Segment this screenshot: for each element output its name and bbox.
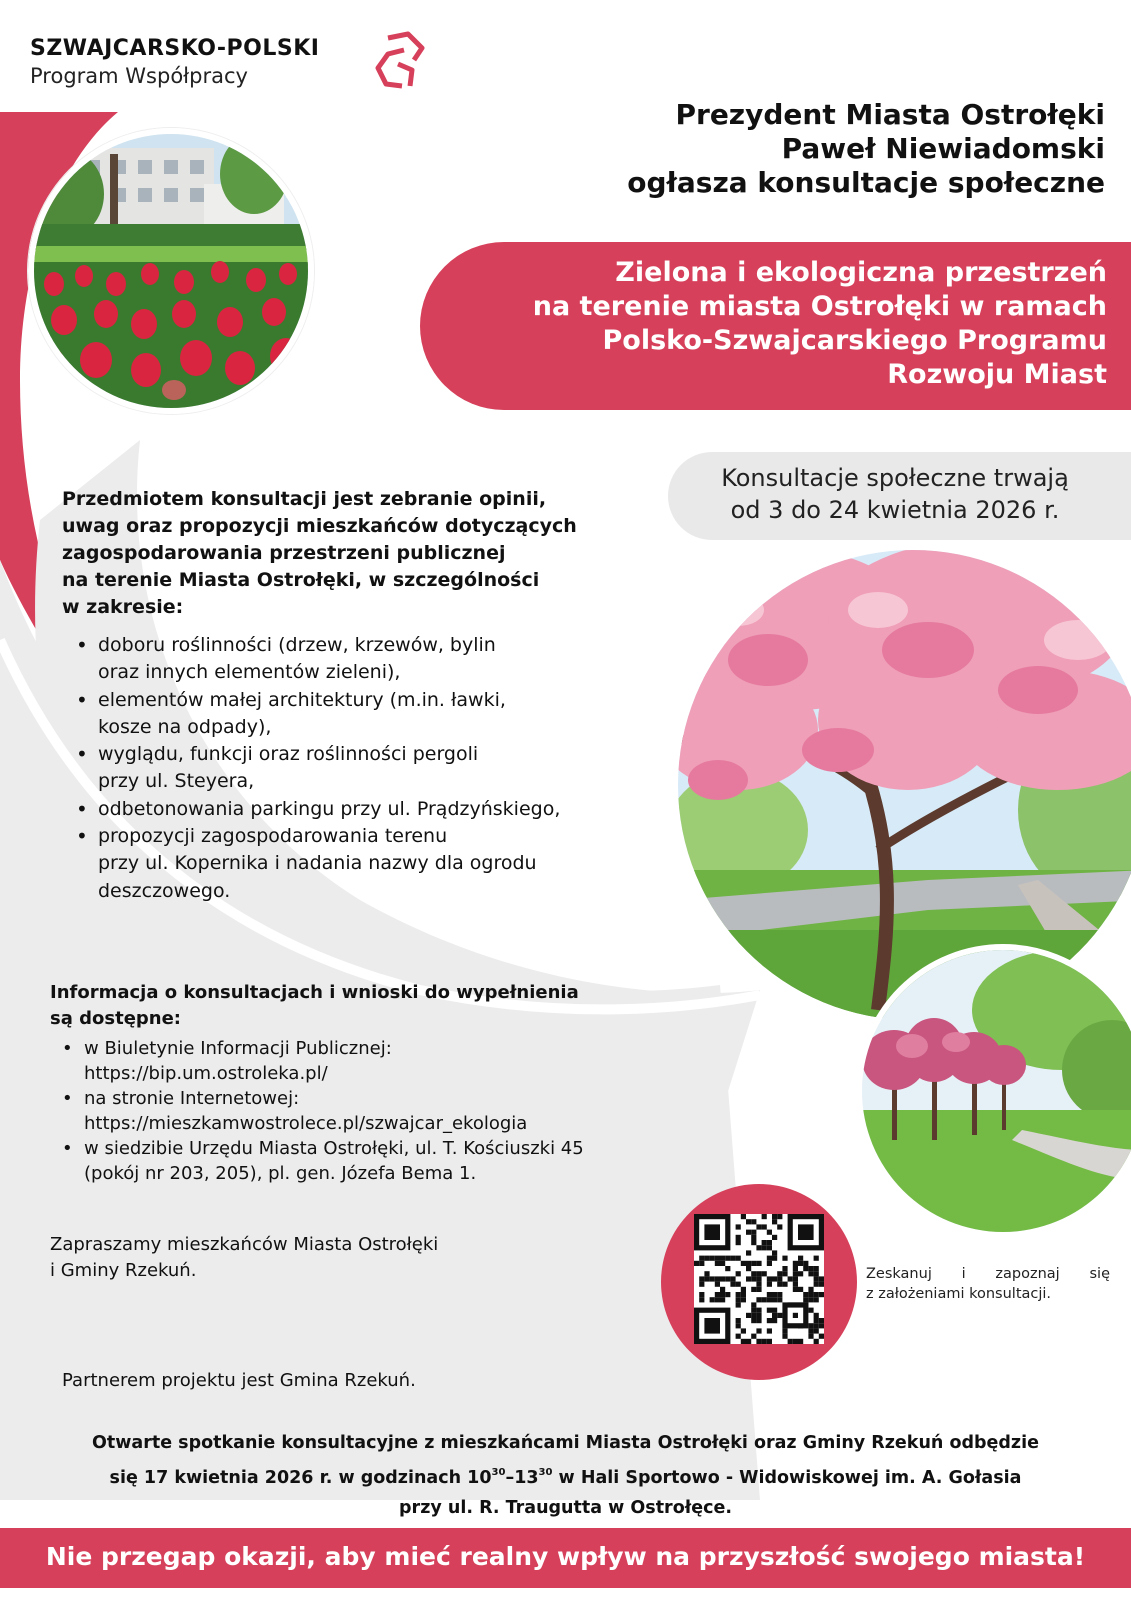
invitation-line: i Gminy Rzekuń. [50,1260,197,1281]
qr-caption-line: Zeskanuj i zapoznaj się [866,1266,1110,1282]
list-item-line: • wyglądu, funkcji oraz roślinności pergoli [98,743,479,766]
list-item-line: deszczowego. [98,879,231,902]
footer-slogan: Nie przegap okazji, aby mieć realny wpływ na przyszłość swojego miasta! [45,1542,1086,1571]
tulips-photo [28,128,314,414]
announcer-heading [545,98,1105,200]
list-item [62,1086,712,1136]
duration-line: od 3 do 24 kwietnia 2026 r. [730,496,1060,524]
duration-line: Konsultacje społeczne trwają [721,464,1069,492]
consultation-title [427,256,1107,392]
list-item-line: kosze na odpady), [98,715,272,738]
list-item-line: • na stronie Internetowej: [84,1088,300,1109]
logo-subtitle: Program Współpracy [30,64,248,88]
list-item [76,796,676,823]
time-minutes: 30 [491,1467,506,1478]
list-item-line: • odbetonowania parkingu przy ul. Prądzyńskiego, [98,797,561,820]
subject-intro-line: zagospodarowania przestrzeni publicznej [62,542,506,564]
info-list [62,1036,712,1186]
list-item [76,741,676,796]
list-item [62,1036,712,1086]
info-heading [50,980,670,1032]
subject-intro-line: na terenie Miasta Ostrołęki, w szczególności [62,569,540,591]
qr-code-icon [694,1214,824,1344]
announcer-line: Prezydent Miasta Ostrołęki [675,98,1105,131]
subject-intro [62,486,662,621]
time-end: –13 [505,1468,539,1488]
list-item-line: • w Biuletynie Informacji Publicznej: [84,1038,392,1059]
qr-caption-line: z założeniami konsultacji. [866,1286,1052,1302]
list-item-line: przy ul. Kopernika i nadania nazwy dla ogrodu [98,852,537,875]
list-item [62,1136,712,1186]
announcer-line: Paweł Niewiadomski [781,132,1105,165]
invitation-line: Zapraszamy mieszkańców Miasta Ostrołęki [50,1234,439,1255]
subject-intro-line: Przedmiotem konsultacji jest zebranie opinii, [62,488,547,510]
invitation-text [50,1232,570,1284]
program-logo-icon [368,30,430,92]
subject-intro-line: uwag oraz propozycji mieszkańców dotyczących [62,515,577,537]
title-line: Polsko-Szwajcarskiego Programu [602,325,1107,356]
title-line: Rozwoju Miast [887,359,1107,390]
subject-intro-line: w zakresie: [62,596,184,618]
list-item [76,687,676,742]
website-link[interactable]: https://mieszkamwostrolece.pl/szwajcar_ekologia [84,1113,528,1134]
info-heading-line: są dostępne: [50,1008,182,1029]
list-item-line: • w siedzibie Urzędu Miasta Ostrołęki, ul. T. Kościuszki 45 [84,1138,584,1159]
qr-caption [866,1264,1110,1304]
meeting-date: się 17 kwietnia 2026 r. w godzinach 10 [109,1468,492,1488]
meeting-line: Otwarte spotkanie konsultacyjne z mieszkańcami Miasta Ostrołęki oraz Gminy Rzekuń odbędzie [92,1433,1039,1453]
cherry-blossom-photo [672,544,1131,1026]
info-heading-line: Informacja o konsultacjach i wnioski do wypełnienia [50,982,579,1003]
list-item-line: (pokój nr 203, 205), pl. gen. Józefa Bema 1. [84,1163,477,1184]
subject-list [76,632,676,905]
meeting-line: przy ul. R. Traugutta w Ostrołęce. [399,1498,732,1518]
tree-alley-photo [856,944,1131,1238]
list-item [76,823,676,905]
list-item-line: • doboru roślinności (drzew, krzewów, bylin [98,634,496,656]
announcer-line: ogłasza konsultacje społeczne [627,166,1105,199]
title-line: na terenie miasta Ostrołęki w ramach [532,291,1107,322]
list-item-line: • elementów małej architektury (m.in. ławki, [98,688,506,711]
consultation-duration [680,462,1110,526]
time-minutes: 30 [538,1467,553,1478]
list-item-line: przy ul. Steyera, [98,770,255,793]
meeting-info [40,1428,1091,1523]
qr-code[interactable] [694,1214,824,1344]
meeting-venue: w Hali Sportowo - Widowiskowej im. A. Gołasia [552,1468,1022,1488]
logo-title: SZWAJCARSKO-POLSKI [30,36,320,61]
bip-link[interactable]: https://bip.um.ostroleka.pl/ [84,1063,328,1084]
list-item-line: oraz innych elementów zieleni), [98,661,401,684]
title-line: Zielona i ekologiczna przestrzeń [615,257,1107,288]
meeting-line [40,1458,1091,1493]
list-item-line: • propozycji zagospodarowania terenu [98,825,448,848]
list-item [76,632,676,687]
partner-text: Partnerem projektu jest Gmina Rzekuń. [62,1370,416,1391]
